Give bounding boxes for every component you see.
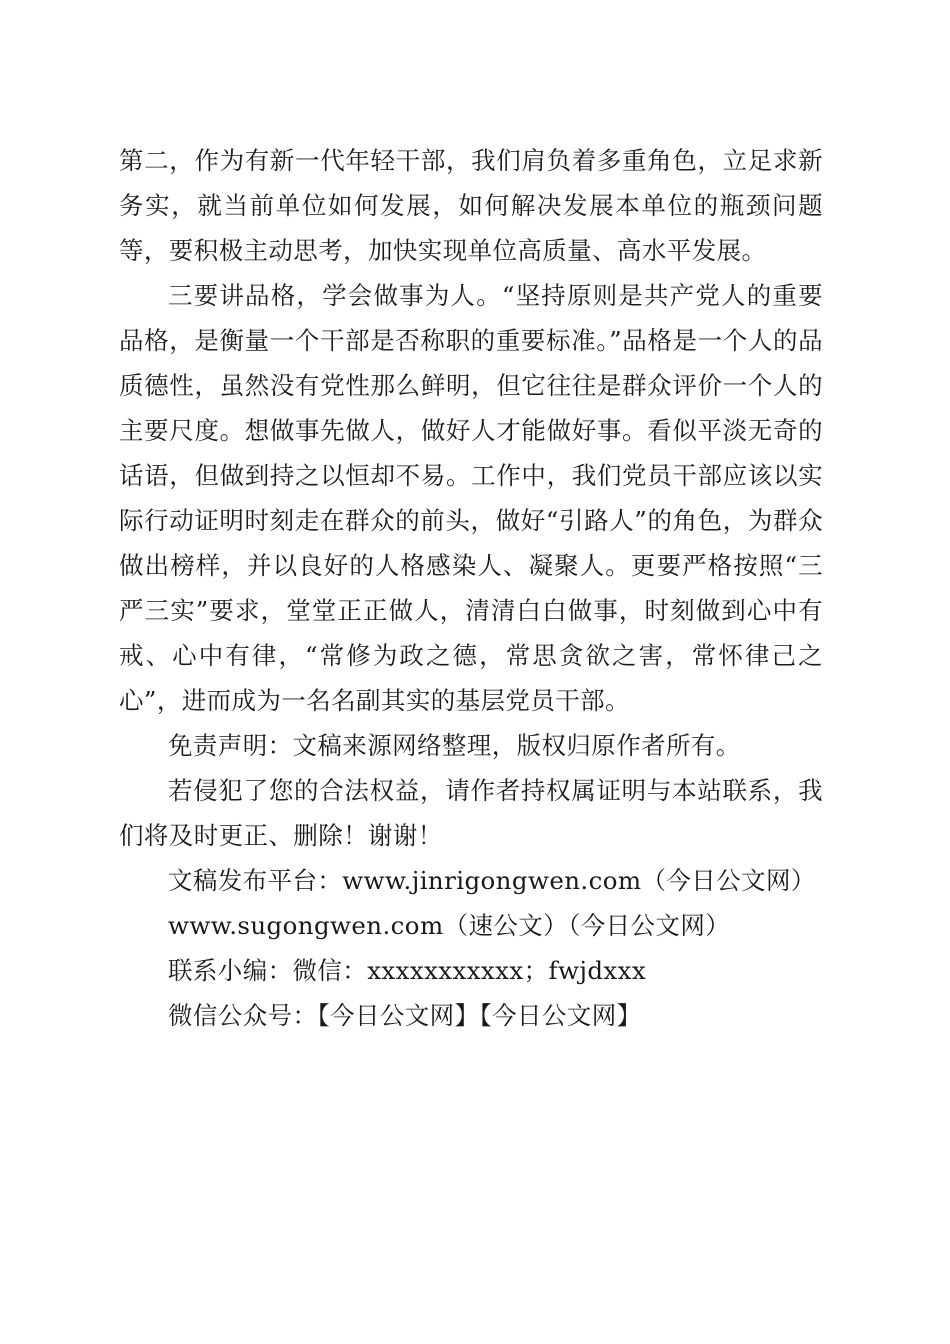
disclaimer-text: 免责声明：文稿来源网络整理，版权归原作者所有。 (168, 731, 741, 760)
document-body (119, 138, 823, 1038)
infringement-notice: 若侵犯了您的合法权益，请作者持权属证明与本站联系，我们将及时更正、删除！谢谢！ (119, 776, 823, 850)
wechat-account-line: 微信公众号：【今日公文网】【今日公文网】 (168, 1001, 642, 1030)
paragraph-character: 三要讲品格，学会做事为人。“坚持原则是共产党人的重要品格，是衡量一个干部是否称职的重要标准。”品格是一个人的品质德性，虽然没有党性那么鲜明，但它往往是群众评价一个人的主要尺度。想做事先做人，做好人才能做好事。看似平淡无奇的话语，但做到持之以恒却不易。工作中，我们党员干部应该以实际行动证明时刻走在群众的前头，做好“引路人”的角色，为群众做出榜样，并以良好的人格感染人、凝聚人。更要严格按照“三严三实”要求，堂堂正正做人，清清白白做事，时刻做到心中有戒、心中有律，“常修为政之德，常思贪欲之害，常怀律己之心”，进而成为一名名副其实的基层党员干部。 (119, 281, 823, 715)
paragraph-second-point: 第二，作为有新一代年轻干部，我们肩负着多重角色，立足求新务实，就当前单位如何发展，如何解决发展本单位的瓶颈问题等，要积极主动思考，加快实现单位高质量、高水平发展。 (119, 146, 823, 265)
secondary-site-line: www.sugongwen.com（速公文）（今日公文网） (168, 911, 731, 940)
contact-line: 联系小编：微信：xxxxxxxxxxx；fwjdxxx (168, 956, 647, 985)
publish-platform-line: 文稿发布平台：www.jinrigongwen.com（今日公文网） (168, 866, 816, 895)
